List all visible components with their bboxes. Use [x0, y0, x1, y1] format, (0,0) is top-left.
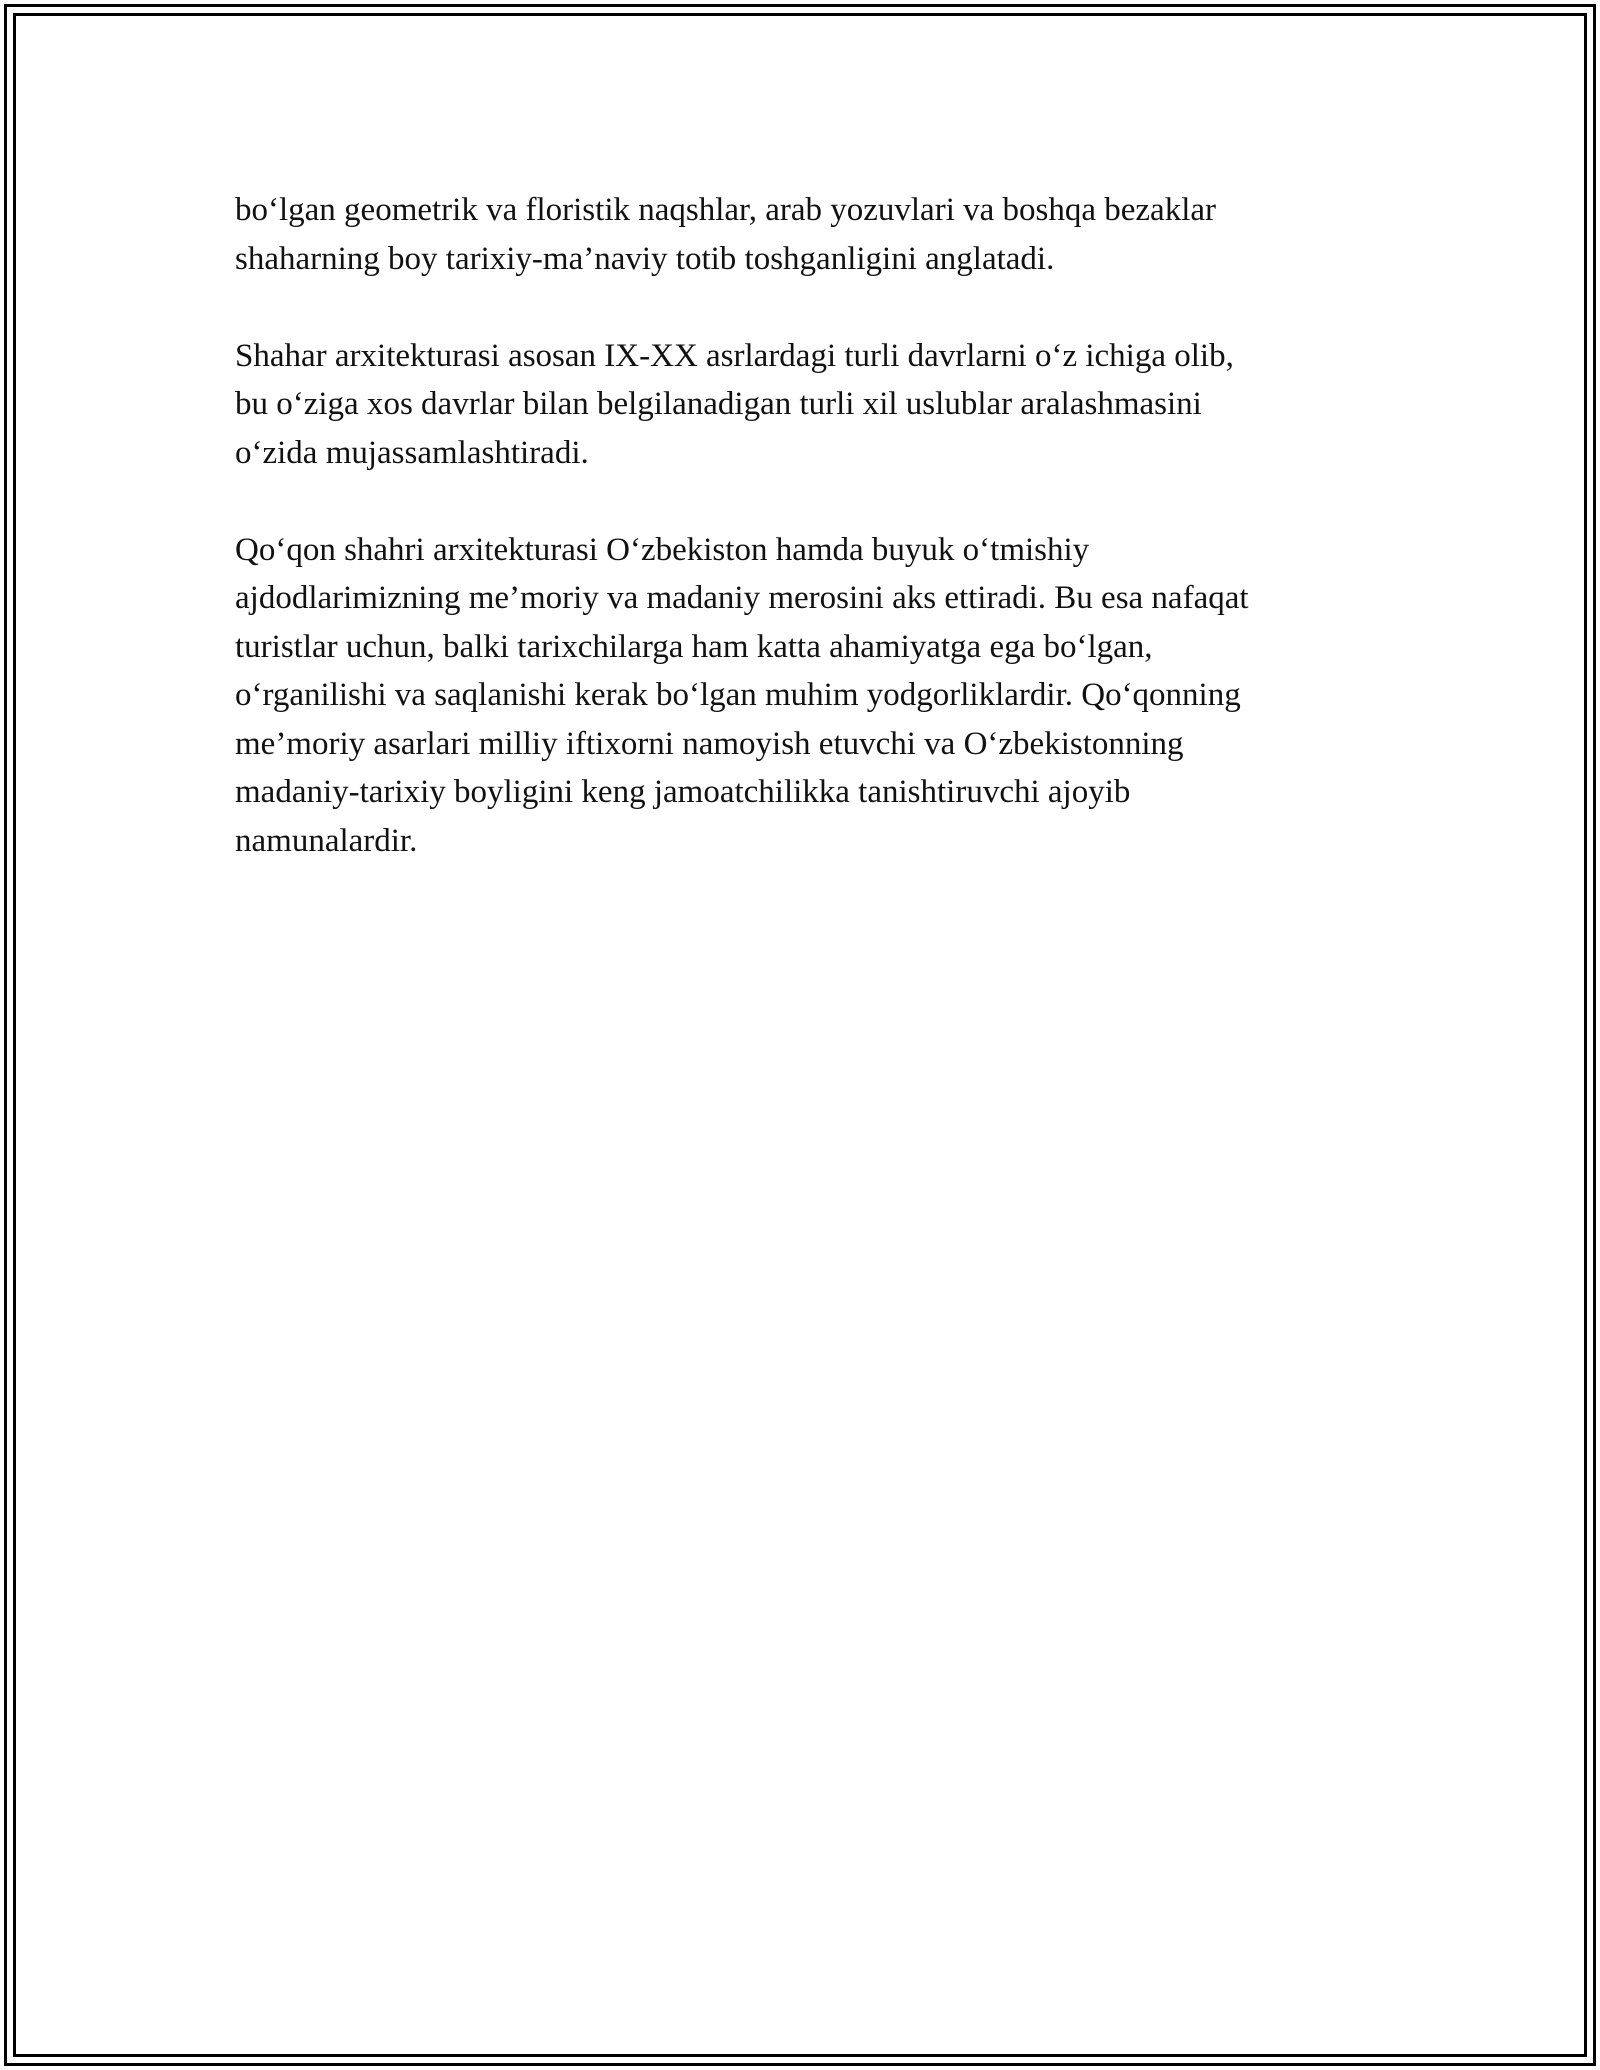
text-line: o‘zida mujassamlashtiradi. — [235, 434, 589, 471]
text-line: turistlar uchun, balki tarixchilarga ham katta ahamiyatga ega bo‘lgan, — [235, 628, 1153, 665]
text-line: Qo‘qon shahri arxitekturasi O‘zbekiston hamda buyuk o‘tmishiy — [235, 531, 1090, 568]
text-line: me’moriy asarlari milliy iftixorni namoyish etuvchi va O‘zbekistonning — [235, 725, 1184, 762]
document-body — [235, 186, 1375, 914]
text-line: bo‘lgan geometrik va floristik naqshlar, arab yozuvlari va boshqa bezaklar — [235, 192, 1216, 228]
text-line: o‘rganilishi va saqlanishi kerak bo‘lgan muhim yodgorliklardir. Qo‘qonning — [235, 677, 1241, 713]
text-line: Shahar arxitekturasi asosan IX-XX asrlardagi turli davrlarni o‘z ichiga olib, — [235, 337, 1234, 374]
text-line: ajdodlarimizning me’moriy va madaniy merosini aks ettiradi. Bu esa nafaqat — [235, 580, 1249, 616]
text-line: madaniy-tarixiy boyligini keng jamoatchilikka tanishtiruvchi ajoyib — [235, 774, 1131, 810]
paragraph-3 — [235, 526, 1375, 866]
paragraph-1 — [235, 186, 1375, 283]
text-line: namunalardir. — [235, 822, 418, 859]
text-line: bu o‘ziga xos davrlar bilan belgilanadigan turli xil uslublar aralashmasini — [235, 386, 1202, 422]
paragraph-2 — [235, 332, 1375, 478]
text-line: shaharning boy tarixiy-ma’naviy totib toshganligini anglatadi. — [235, 240, 1055, 277]
